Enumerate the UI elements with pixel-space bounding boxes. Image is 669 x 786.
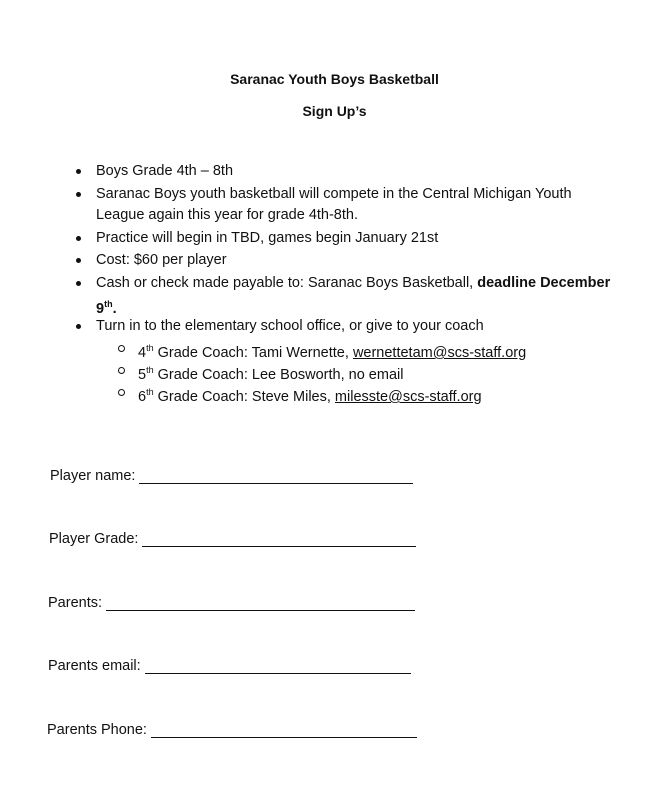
bullet-league: Saranac Boys youth basketball will compete in the Central Michigan Youth League again this year for grade 4th-8th. — [96, 184, 616, 226]
bullet-turn-in: Turn in to the elementary school office, or give to your coach — [96, 316, 616, 337]
parents-email-label: Parents email: — [48, 658, 141, 674]
player-name-label: Player name: — [50, 468, 136, 484]
coach-5th-grade: 5 — [138, 366, 147, 383]
coach-4th-grade: 4 — [138, 344, 147, 361]
parents-field[interactable] — [48, 595, 415, 611]
coach-6th-sup: th — [146, 387, 154, 397]
bullet-practice: Practice will begin in TBD, games begin January 21st — [96, 228, 616, 249]
coach-4th-email-link[interactable]: wernettetam@scs-staff.org — [352, 344, 527, 361]
bullet-cost: Cost: $60 per player — [96, 250, 616, 271]
payment-text: Cash or check made payable to: Saranac Boys Basketball, — [96, 275, 478, 291]
player-grade-label: Player Grade: — [49, 531, 139, 547]
deadline-end: . — [112, 300, 117, 317]
parents-email-field[interactable] — [48, 658, 411, 674]
coach-5th-text: Grade Coach: Lee Bosworth, no email — [153, 366, 404, 383]
coach-6th-grade: 6 — [138, 388, 147, 405]
coach-4th-text: Grade Coach: Tami Wernette, — [153, 344, 353, 361]
parents-phone-line[interactable] — [151, 723, 417, 738]
coach-6th-email-link[interactable]: milesste@scs-staff.org — [334, 388, 482, 405]
parents-phone-label: Parents Phone: — [47, 722, 147, 738]
parents-label: Parents: — [48, 595, 102, 611]
coach-6th-text: Grade Coach: Steve Miles, — [153, 388, 335, 405]
coach-5th-sup: th — [146, 365, 154, 375]
deadline-text: deadline December 9 — [96, 275, 611, 317]
player-name-field[interactable] — [50, 468, 413, 484]
coach-4th-sup: th — [146, 343, 154, 353]
document-title: Saranac Youth Boys Basketball — [230, 71, 439, 87]
bullet-payment — [96, 273, 616, 320]
parents-email-line[interactable] — [145, 659, 411, 674]
coach-6th — [138, 382, 482, 408]
parents-line[interactable] — [106, 596, 415, 611]
document-subtitle: Sign Up’s — [302, 103, 367, 119]
player-grade-field[interactable] — [49, 531, 416, 547]
player-grade-line[interactable] — [142, 532, 416, 547]
parents-phone-field[interactable] — [47, 722, 417, 738]
deadline-sup: th — [104, 299, 113, 309]
player-name-line[interactable] — [139, 469, 413, 484]
bullet-grades: Boys Grade 4th – 8th — [96, 161, 616, 182]
